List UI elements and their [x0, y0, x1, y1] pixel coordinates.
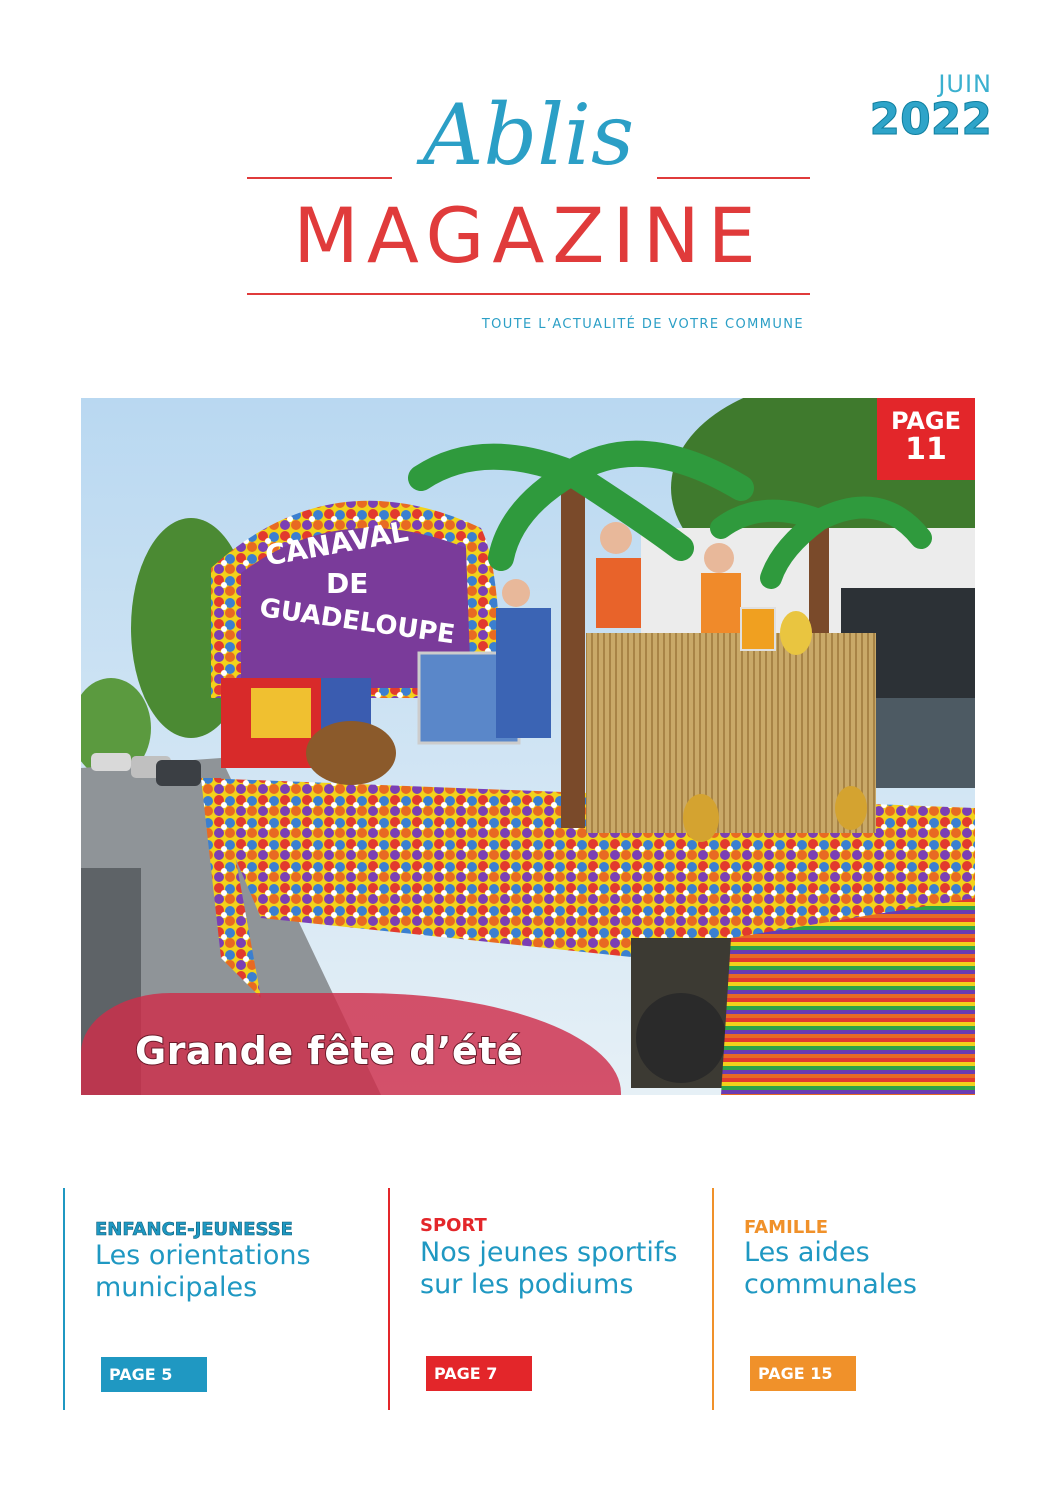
column-divider [388, 1188, 390, 1410]
float-sign-line1: CANAVAL [262, 514, 411, 573]
page-11-tag[interactable] [877, 398, 975, 480]
cover-photo [81, 398, 975, 1095]
column-divider [63, 1188, 65, 1410]
issue-date [869, 70, 992, 145]
float-sign-line3: GUADELOUPE [257, 593, 457, 651]
page-15-button[interactable]: PAGE 15 [750, 1356, 856, 1391]
column-divider [712, 1188, 714, 1410]
magazine-title: MAGAZINE [293, 191, 764, 280]
masthead-rule-bottom [247, 293, 810, 295]
issue-month: JUIN [938, 70, 992, 98]
article-kicker: FAMILLE [744, 1217, 829, 1238]
cover-headline: Grande fête d’été [135, 1029, 524, 1073]
tagline: TOUTE L’ACTUALITÉ DE VOTRE COMMUNE [481, 317, 804, 332]
float-sign-line2: DE [326, 567, 369, 600]
masthead [247, 80, 810, 340]
page-5-button[interactable]: PAGE 5 [101, 1357, 207, 1392]
article-kicker: ENFANCE-JEUNESSE [95, 1219, 293, 1240]
page-7-button[interactable]: PAGE 7 [426, 1356, 532, 1391]
article-headline: Les orientations municipales [95, 1240, 311, 1303]
carnival-float-illustration [81, 398, 975, 1095]
article-kicker: SPORT [420, 1215, 487, 1236]
page-tag-label: PAGE [890, 407, 962, 435]
article-sport [388, 1188, 688, 1410]
issue-year: 2022 [869, 94, 992, 145]
article-enfance-jeunesse [63, 1188, 363, 1410]
article-headline: Nos jeunes sportifs sur les podiums [420, 1237, 678, 1300]
page-tag-number: 11 [905, 432, 947, 467]
article-headline: Les aides communales [744, 1237, 917, 1300]
brand-logo: Ablis [422, 86, 635, 184]
article-famille [712, 1188, 1012, 1410]
